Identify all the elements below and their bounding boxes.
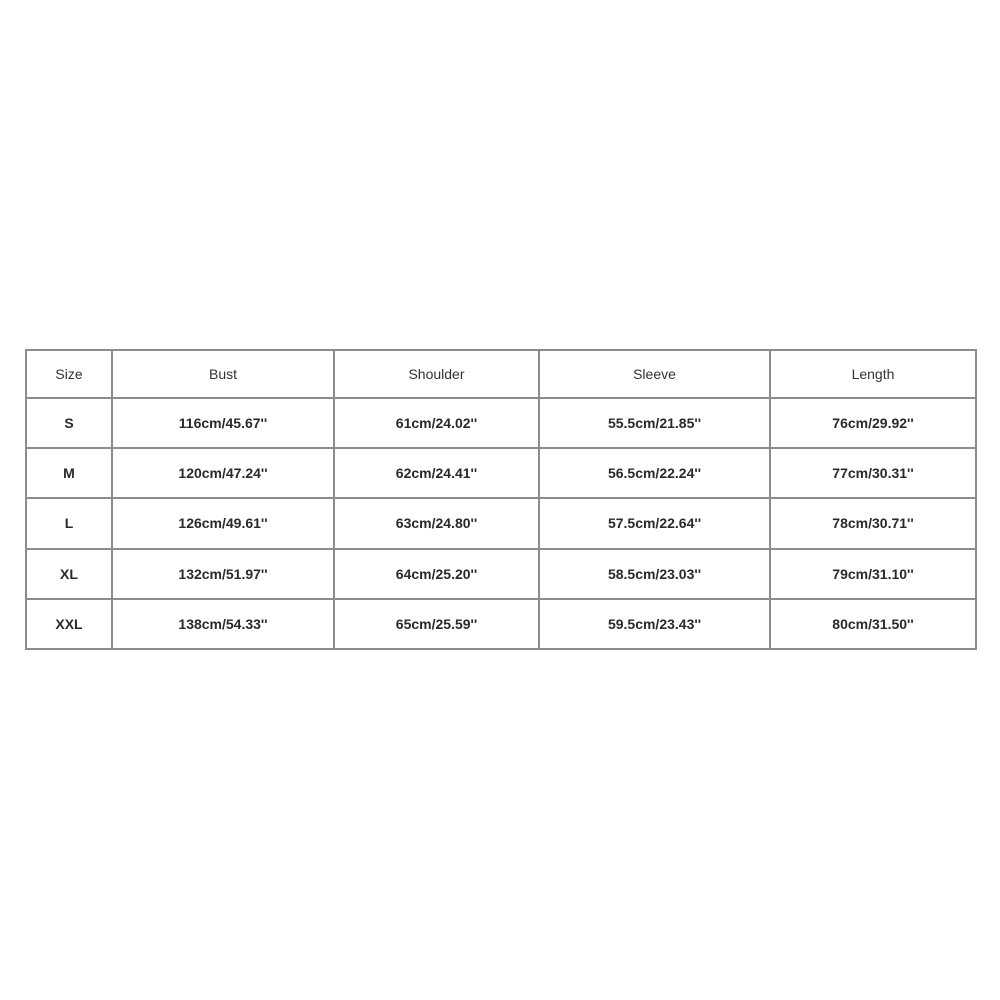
shoulder-cell: 65cm/25.59'' bbox=[334, 599, 539, 649]
header-bust: Bust bbox=[112, 350, 334, 398]
size-cell: M bbox=[26, 448, 112, 498]
shoulder-cell: 61cm/24.02'' bbox=[334, 398, 539, 448]
shoulder-cell: 63cm/24.80'' bbox=[334, 498, 539, 548]
header-sleeve: Sleeve bbox=[539, 350, 770, 398]
table-row bbox=[26, 448, 976, 498]
length-cell: 80cm/31.50'' bbox=[770, 599, 976, 649]
length-cell: 76cm/29.92'' bbox=[770, 398, 976, 448]
shoulder-cell: 64cm/25.20'' bbox=[334, 549, 539, 599]
sleeve-cell: 59.5cm/23.43'' bbox=[539, 599, 770, 649]
table-row bbox=[26, 549, 976, 599]
length-cell: 79cm/31.10'' bbox=[770, 549, 976, 599]
size-chart-table bbox=[25, 349, 977, 650]
shoulder-cell: 62cm/24.41'' bbox=[334, 448, 539, 498]
bust-cell: 120cm/47.24'' bbox=[112, 448, 334, 498]
bust-cell: 132cm/51.97'' bbox=[112, 549, 334, 599]
size-cell: XXL bbox=[26, 599, 112, 649]
size-cell: L bbox=[26, 498, 112, 548]
sleeve-cell: 57.5cm/22.64'' bbox=[539, 498, 770, 548]
table-row bbox=[26, 398, 976, 448]
bust-cell: 138cm/54.33'' bbox=[112, 599, 334, 649]
length-cell: 77cm/30.31'' bbox=[770, 448, 976, 498]
header-row bbox=[26, 350, 976, 398]
table-row bbox=[26, 599, 976, 649]
sleeve-cell: 58.5cm/23.03'' bbox=[539, 549, 770, 599]
sleeve-cell: 55.5cm/21.85'' bbox=[539, 398, 770, 448]
bust-cell: 126cm/49.61'' bbox=[112, 498, 334, 548]
length-cell: 78cm/30.71'' bbox=[770, 498, 976, 548]
header-length: Length bbox=[770, 350, 976, 398]
table-row bbox=[26, 498, 976, 548]
size-cell: XL bbox=[26, 549, 112, 599]
header-shoulder: Shoulder bbox=[334, 350, 539, 398]
size-cell: S bbox=[26, 398, 112, 448]
sleeve-cell: 56.5cm/22.24'' bbox=[539, 448, 770, 498]
bust-cell: 116cm/45.67'' bbox=[112, 398, 334, 448]
header-size: Size bbox=[26, 350, 112, 398]
